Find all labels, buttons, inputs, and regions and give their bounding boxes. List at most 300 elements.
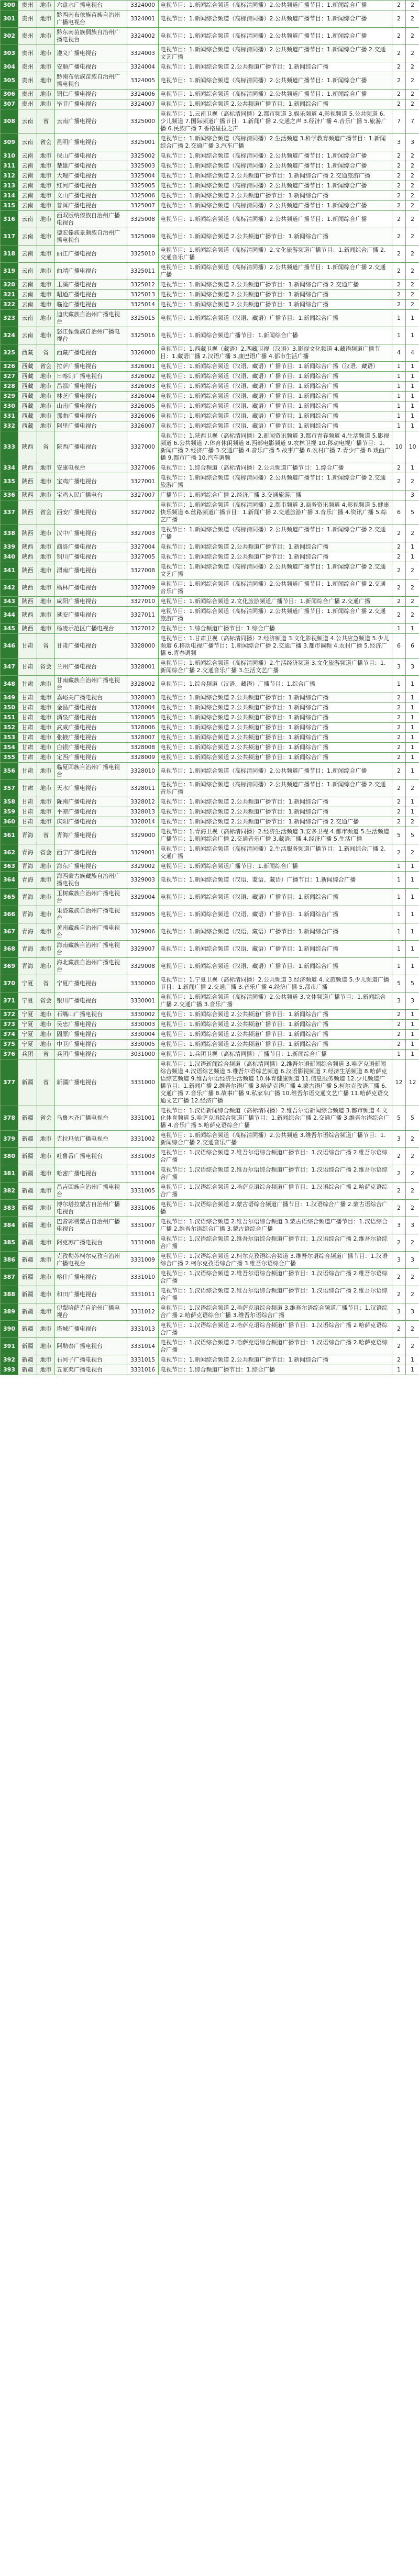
station-name: 西藏广播电视台 — [55, 344, 127, 362]
station-name: 固原广播电视台 — [55, 1030, 127, 1040]
row-number: 307 — [1, 99, 18, 109]
row-number: 374 — [1, 1030, 18, 1040]
tv-count: 6 — [392, 634, 406, 659]
station-code: 3329001 — [127, 844, 159, 862]
row-number: 359 — [1, 807, 18, 817]
row-number: 301 — [1, 10, 18, 28]
table-row — [1, 1131, 419, 1148]
row-number: 303 — [1, 45, 18, 62]
province-cell: 青海 — [18, 844, 37, 862]
level-cell: 地市 — [37, 872, 55, 889]
station-code: 3328007 — [127, 733, 159, 743]
station-name: 海西蒙古族藏族自治州广播电视台 — [55, 872, 127, 889]
tv-count: 2 — [392, 525, 406, 542]
program-list: 电视节目：1.新闻综合频道（高标清同播）2.公共频道广播节目：1.新闻综合广播 2.交通音乐广播 — [159, 579, 392, 597]
level-cell: 地市 — [37, 171, 55, 181]
program-list: 电视节目：1.汉语综合频道 2.维吾尔语综合频道广播节目：1.汉语综合广播 2.维吾尔语综合广播 — [159, 1165, 392, 1183]
row-number: 306 — [1, 90, 18, 99]
table-row — [1, 733, 419, 743]
tv-count — [392, 490, 406, 500]
row-number: 312 — [1, 171, 18, 181]
table-row — [1, 500, 419, 525]
station-name: 杨凌示范区广播电视台 — [55, 624, 127, 634]
tv-count: 2 — [392, 1286, 406, 1303]
station-code: 3326001 — [127, 362, 159, 372]
station-name: 新疆广播电视台 — [55, 1060, 127, 1106]
level-cell: 地市 — [37, 246, 55, 263]
program-list: 电视节目：1.新闻综合频道 2.公共频道广播节目：1.新闻综合广播 — [159, 542, 392, 552]
station-name: 博尔塔拉蒙古自治州广播电视台 — [55, 1200, 127, 1217]
province-cell: 青海 — [18, 958, 37, 975]
province-cell: 云南 — [18, 171, 37, 181]
row-number: 378 — [1, 1106, 18, 1131]
province-cell: 陕西 — [18, 579, 37, 597]
program-list: 电视节目：1.新闻综合频道 2.公共频道广播节目：1.新闻综合广播 — [159, 191, 392, 201]
province-cell: 云南 — [18, 263, 37, 280]
row-number: 363 — [1, 862, 18, 872]
table-row — [1, 624, 419, 634]
station-name: 海南藏族自治州广播电视台 — [55, 941, 127, 958]
program-list: 电视节目：1.新闻综合频道 2.公共频道广播节目：1.新闻综合广播 — [159, 693, 392, 703]
row-number: 336 — [1, 490, 18, 500]
station-name: 昆明广播电视台 — [55, 134, 127, 151]
radio-count: 1 — [406, 743, 419, 753]
station-code: 3324005 — [127, 72, 159, 90]
row-number: 347 — [1, 659, 18, 676]
row-number: 344 — [1, 607, 18, 624]
tv-count: 2 — [392, 228, 406, 246]
province-cell: 青海 — [18, 827, 37, 844]
station-code: 3331003 — [127, 1148, 159, 1165]
station-name: 普洱广播电视台 — [55, 201, 127, 211]
program-list: 电视节目：1.新闻综合频道（汉语、藏语）广播节目：1.新闻综合广播 — [159, 310, 392, 327]
radio-count: 1 — [406, 958, 419, 975]
program-list: 电视节目：1.新闻综合频道 2.公共频道广播节目：1.新闻综合广播 — [159, 1355, 392, 1365]
radio-count: 3 — [406, 993, 419, 1010]
table-row — [1, 1050, 419, 1060]
radio-count: 2 — [406, 1131, 419, 1148]
tv-count: 2 — [392, 723, 406, 733]
row-number: 341 — [1, 562, 18, 579]
program-list: 广播节目：1.新闻综合广播 2.经济广播 3.交通旅游广播 — [159, 490, 392, 500]
province-cell: 西藏 — [18, 382, 37, 392]
level-cell: 地市 — [37, 906, 55, 923]
table-row — [1, 99, 419, 109]
province-cell: 甘肃 — [18, 763, 37, 780]
tv-count: 3 — [392, 1217, 406, 1234]
level-cell: 省会 — [37, 134, 55, 151]
level-cell: 地市 — [37, 280, 55, 290]
province-cell: 甘肃 — [18, 743, 37, 753]
station-name: 那曲广播电视台 — [55, 411, 127, 421]
program-list: 电视节目：1.新闻综合频道 2.公共频道广播节目：1.新闻综合广播 — [159, 807, 392, 817]
level-cell: 地市 — [37, 753, 55, 763]
tv-count: 1 — [392, 362, 406, 372]
level-cell: 地市 — [37, 1165, 55, 1183]
station-name: 汉中广播电视台 — [55, 525, 127, 542]
program-list: 电视节目：1.新闻综合频道 2.公共频道广播节目：1.新闻综合广播 — [159, 99, 392, 109]
province-cell: 新疆 — [18, 1165, 37, 1183]
province-cell: 云南 — [18, 191, 37, 201]
province-cell: 新疆 — [18, 1200, 37, 1217]
program-list: 电视节目：1.新闻综合频道广播节目：1.新闻综合广播 — [159, 327, 392, 344]
station-code: 3328012 — [127, 797, 159, 807]
table-row — [1, 923, 419, 941]
station-name: 嘉峪关广播电视台 — [55, 693, 127, 703]
row-number: 311 — [1, 161, 18, 171]
tv-count: 2 — [392, 703, 406, 713]
station-name: 伊犁哈萨克自治州广播电视台 — [55, 1303, 127, 1321]
level-cell: 地市 — [37, 579, 55, 597]
station-code: 3331011 — [127, 1286, 159, 1303]
program-list: 电视节目：1.综合频道广播节目：1.综合广播 — [159, 1365, 392, 1375]
level-cell: 地市 — [37, 780, 55, 797]
tv-count: 2 — [392, 1183, 406, 1200]
row-number: 376 — [1, 1050, 18, 1060]
level-cell: 地市 — [37, 421, 55, 431]
station-name: 安顺广播电视台 — [55, 62, 127, 72]
tv-count: 1 — [392, 923, 406, 941]
station-name: 西宁广播电视台 — [55, 844, 127, 862]
station-name: 迪庆藏族自治州广播电视台 — [55, 310, 127, 327]
level-cell: 地市 — [37, 676, 55, 693]
province-cell: 甘肃 — [18, 713, 37, 723]
table-row — [1, 525, 419, 542]
level-cell: 地市 — [37, 99, 55, 109]
station-code: 3324000 — [127, 1, 159, 10]
tv-count: 2 — [392, 290, 406, 300]
station-name: 渭南广播电视台 — [55, 562, 127, 579]
station-name: 克拉玛依广播电视台 — [55, 1131, 127, 1148]
table-row — [1, 211, 419, 228]
tv-count: 1 — [392, 862, 406, 872]
province-cell: 云南 — [18, 228, 37, 246]
level-cell: 地市 — [37, 1355, 55, 1365]
province-cell: 新疆 — [18, 1269, 37, 1286]
program-list: 电视节目：1.新闻综合频道 2.公共频道广播节目：1.新闻综合广播 2.交通广播 — [159, 280, 392, 290]
station-code: 3031000 — [127, 1050, 159, 1060]
level-cell: 地市 — [37, 300, 55, 310]
radio-count: 2 — [406, 1200, 419, 1217]
level-cell: 地市 — [37, 45, 55, 62]
radio-count: 1 — [406, 862, 419, 872]
radio-count: 1 — [406, 1355, 419, 1365]
table-row — [1, 723, 419, 733]
row-number: 357 — [1, 780, 18, 797]
level-cell: 地市 — [37, 1338, 55, 1355]
table-row — [1, 1269, 419, 1286]
level-cell: 地市 — [37, 1286, 55, 1303]
station-code: 3328000 — [127, 634, 159, 659]
radio-count: 2 — [406, 1234, 419, 1252]
station-name: 咸阳广播电视台 — [55, 597, 127, 607]
table-row — [1, 1183, 419, 1200]
tv-count: 2 — [392, 1355, 406, 1365]
province-cell: 甘肃 — [18, 733, 37, 743]
tv-count: 2 — [392, 10, 406, 28]
tv-count: 2 — [392, 1010, 406, 1020]
tv-count: 1 — [392, 676, 406, 693]
radio-count: 2 — [406, 300, 419, 310]
table-row — [1, 411, 419, 421]
program-list: 电视节目：1.兵团卫视（高标清同播）广播节目：1.新闻综合广播 — [159, 1050, 392, 1060]
province-cell: 甘肃 — [18, 817, 37, 827]
row-number: 340 — [1, 552, 18, 562]
table-body — [1, 1, 419, 1375]
table-row — [1, 191, 419, 201]
table-row — [1, 941, 419, 958]
station-name: 塔城广播电视台 — [55, 1321, 127, 1338]
station-code: 3329007 — [127, 941, 159, 958]
table-row — [1, 975, 419, 993]
radio-count: 1 — [406, 463, 419, 473]
province-cell: 甘肃 — [18, 676, 37, 693]
row-number: 377 — [1, 1060, 18, 1106]
program-list: 电视节目：1.新闻综合频道 2.公共频道广播节目：1.新闻综合广播 — [159, 300, 392, 310]
level-cell: 地市 — [37, 923, 55, 941]
table-row — [1, 490, 419, 500]
station-code: 3328013 — [127, 807, 159, 817]
row-number: 330 — [1, 402, 18, 411]
program-list: 电视节目：1.新闻综合频道（汉语、藏语）广播节目：1.新闻综合广播 — [159, 372, 392, 382]
station-code: 3325014 — [127, 300, 159, 310]
row-number: 356 — [1, 763, 18, 780]
province-cell: 青海 — [18, 862, 37, 872]
tv-count: 3 — [392, 1303, 406, 1321]
tv-count: 10 — [392, 431, 406, 463]
program-list: 电视节目：1.汉语综合频道 2.维吾尔语综合频道广播节目：1.汉语综合广播 2.维吾尔语综合广播 — [159, 1234, 392, 1252]
level-cell: 地市 — [37, 1148, 55, 1165]
radio-count: 5 — [406, 975, 419, 993]
program-list: 电视节目：1.新闻综合频道 2.公共频道广播节目：1.新闻综合广播 — [159, 703, 392, 713]
level-cell: 地市 — [37, 1269, 55, 1286]
radio-count: 1 — [406, 713, 419, 723]
radio-count: 1 — [406, 382, 419, 392]
radio-count: 2 — [406, 473, 419, 490]
program-list: 电视节目：1.新闻综合频道（高标清同播）2.生活频道 3.科学教育频道广播节目：1.新闻综合广播 2.交通广播 3.汽车广播 — [159, 134, 392, 151]
table-row — [1, 1106, 419, 1131]
radio-count: 2 — [406, 246, 419, 263]
province-cell: 青海 — [18, 923, 37, 941]
province-cell: 新疆 — [18, 1234, 37, 1252]
level-cell: 地市 — [37, 263, 55, 280]
program-list: 电视节目：1.新闻综合频道（汉语、藏语）广播节目：1.新闻综合广播 — [159, 941, 392, 958]
program-list: 电视节目：1.云南卫视（高标清同播）2.都市频道 3.娱乐频道 4.影视频道 5.公共频道 6.少儿频道 7.国际频道广播节目：1.新闻广播 2.交通之声 3.经济广播 4.音乐广播 5.旅游广播 6.民族广播 7.香格里拉之声 — [159, 109, 392, 134]
program-list: 电视节目：1.新闻综合频道（高标清同播）2.公共频道广播节目：1.新闻综合广播 — [159, 1, 392, 10]
station-code: 3328004 — [127, 703, 159, 713]
level-cell: 地市 — [37, 763, 55, 780]
table-row — [1, 872, 419, 889]
radio-count: 1 — [406, 362, 419, 372]
radio-count: 2 — [406, 1321, 419, 1338]
tv-count: 1 — [392, 421, 406, 431]
row-number: 390 — [1, 1321, 18, 1338]
station-name: 丽江广播电视台 — [55, 246, 127, 263]
station-code: 3331015 — [127, 1355, 159, 1365]
table-row — [1, 344, 419, 362]
row-number: 345 — [1, 624, 18, 634]
tv-count: 5 — [392, 1106, 406, 1131]
station-code: 3325003 — [127, 161, 159, 171]
station-name: 乌鲁木齐广播电视台 — [55, 1106, 127, 1131]
station-code: 3330004 — [127, 1030, 159, 1040]
radio-count: 1 — [406, 1040, 419, 1050]
level-cell: 地市 — [37, 201, 55, 211]
station-code: 3331010 — [127, 1269, 159, 1286]
level-cell: 地市 — [37, 1020, 55, 1030]
program-list: 电视节目：1.新闻综合频道（高标清同播）2.公共频道广播节目：1.新闻综合广播 2.交通音乐广播 — [159, 780, 392, 797]
table-row — [1, 542, 419, 552]
station-code: 3325011 — [127, 263, 159, 280]
province-cell: 云南 — [18, 134, 37, 151]
radio-count: 1 — [406, 327, 419, 344]
station-code: 3331005 — [127, 1183, 159, 1200]
level-cell: 地市 — [37, 402, 55, 411]
province-cell: 宁夏 — [18, 1010, 37, 1020]
station-code: 3331012 — [127, 1303, 159, 1321]
table-row — [1, 171, 419, 181]
station-name: 兰州广播电视台 — [55, 659, 127, 676]
level-cell: 省 — [37, 827, 55, 844]
table-row — [1, 463, 419, 473]
level-cell: 地市 — [37, 10, 55, 28]
tv-count: 2 — [392, 181, 406, 191]
program-list: 电视节目：1.青海卫视（高标清同播）2.经济生活频道 3.安多卫视 4.都市频道 5.生活频道广播节目：1.新闻综合广播 2.交通音乐广播 3.藏语广播 4.经济广播 5.生活广播 — [159, 827, 392, 844]
radio-count: 2 — [406, 211, 419, 228]
table-row — [1, 597, 419, 607]
radio-count: 2 — [406, 161, 419, 171]
station-name: 西双版纳傣族自治州广播电视台 — [55, 211, 127, 228]
station-name: 中卫广播电视台 — [55, 1040, 127, 1050]
tv-count: 2 — [392, 473, 406, 490]
table-row — [1, 1040, 419, 1050]
tv-count: 2 — [392, 72, 406, 90]
province-cell: 陕西 — [18, 463, 37, 473]
province-cell: 陕西 — [18, 624, 37, 634]
tv-count: 2 — [392, 171, 406, 181]
program-list: 电视节目：1.新闻综合频道 2.公共频道广播节目：1.新闻综合广播 — [159, 290, 392, 300]
province-cell: 贵州 — [18, 90, 37, 99]
station-name: 昭通广播电视台 — [55, 290, 127, 300]
station-name: 玉树藏族自治州广播电视台 — [55, 889, 127, 906]
row-number: 305 — [1, 72, 18, 90]
station-name: 平凉广播电视台 — [55, 807, 127, 817]
program-list: 电视节目：1.新闻综合频道（汉语、藏语）广播节目：1.新闻综合广播 — [159, 382, 392, 392]
tv-count: 2 — [392, 1269, 406, 1286]
province-cell: 贵州 — [18, 62, 37, 72]
station-name: 海东广播电视台 — [55, 862, 127, 872]
station-name: 黔西南布依族苗族自治州广播电视台 — [55, 10, 127, 28]
program-list: 电视节目：1.汉语新闻综合频道（高标清同播）2.维吾尔语新闻综合频道 3.都市频道 4.文化体育频道 5.哈萨克语综合频道广播节目：1.新闻综合广播 2.交通广播 3.维吾尔语综合广播 4.音乐广播 5.哈萨克语综合广播 — [159, 1106, 392, 1131]
station-code: 3331016 — [127, 1365, 159, 1375]
radio-count: 2 — [406, 191, 419, 201]
station-name: 哈密广播电视台 — [55, 1165, 127, 1183]
station-code: 3325016 — [127, 327, 159, 344]
province-cell: 云南 — [18, 290, 37, 300]
station-code: 3325004 — [127, 171, 159, 181]
province-cell: 西藏 — [18, 421, 37, 431]
program-list: 电视节目：1.新闻综合频道（高标清同播）2.都市频道 3.商务资讯频道 4.影视频道 5.健康快乐频道 6.丝路频道广播节目：1.新闻广播 2.交通旅游广播 3.音乐广播 4.资讯广播 5.综艺广播 — [159, 500, 392, 525]
row-number: 313 — [1, 181, 18, 191]
table-row — [1, 579, 419, 597]
province-cell: 云南 — [18, 161, 37, 171]
station-code: 3328011 — [127, 780, 159, 797]
table-row — [1, 134, 419, 151]
level-cell: 地市 — [37, 290, 55, 300]
station-name: 武威广播电视台 — [55, 723, 127, 733]
province-cell: 甘肃 — [18, 659, 37, 676]
station-code: 3324002 — [127, 28, 159, 45]
row-number: 319 — [1, 263, 18, 280]
tv-count: 2 — [392, 28, 406, 45]
province-cell: 陕西 — [18, 500, 37, 525]
table-row — [1, 109, 419, 134]
row-number: 309 — [1, 134, 18, 151]
province-cell: 贵州 — [18, 1, 37, 10]
radio-count: 1 — [406, 624, 419, 634]
province-cell: 云南 — [18, 201, 37, 211]
level-cell: 地市 — [37, 525, 55, 542]
program-list: 电视节目：1.综合频道（汉语、藏语）广播节目：1.综合广播 — [159, 676, 392, 693]
level-cell: 地市 — [37, 723, 55, 733]
program-list: 电视节目：1.新闻综合频道（高标清同播）2.公共频道广播节目：1.新闻综合广播 — [159, 151, 392, 161]
station-code: 3330000 — [127, 975, 159, 993]
tv-count: 3 — [392, 993, 406, 1010]
table-row — [1, 90, 419, 99]
station-name: 阿勒泰广播电视台 — [55, 1338, 127, 1355]
station-code: 3327007 — [127, 490, 159, 500]
program-list: 电视节目：1.汉语综合频道 2.维吾尔语综合频道 3.蒙古语综合频道广播节目：1.汉语综合广播 2.维吾尔语综合广播 3.蒙古语综合广播 — [159, 1217, 392, 1234]
program-list: 电视节目：1.新闻综合频道（高标清同播）2.公共频道广播节目：1.新闻综合广播 2.交通文艺广播 — [159, 562, 392, 579]
table-row — [1, 372, 419, 382]
province-cell: 甘肃 — [18, 780, 37, 797]
table-row — [1, 958, 419, 975]
level-cell: 省会 — [37, 362, 55, 372]
level-cell: 地市 — [37, 743, 55, 753]
province-cell: 甘肃 — [18, 797, 37, 807]
station-code: 3329002 — [127, 862, 159, 872]
table-row — [1, 703, 419, 713]
province-cell: 贵州 — [18, 72, 37, 90]
tv-count: 2 — [392, 807, 406, 817]
program-list: 电视节目：1.综合频道（高标清同播）2.公共频道广播节目：1.综合广播 — [159, 463, 392, 473]
radio-count: 1 — [406, 402, 419, 411]
program-list: 电视节目：1.新闻综合频道（高标清同播）2.公共频道广播节目：1.新闻综合广播 2.交通旅游广播 — [159, 473, 392, 490]
province-cell: 新疆 — [18, 1286, 37, 1303]
radio-count: 1 — [406, 733, 419, 743]
radio-count: 1 — [406, 411, 419, 421]
row-number: 333 — [1, 431, 18, 463]
row-number: 300 — [1, 1, 18, 10]
level-cell: 地市 — [37, 597, 55, 607]
level-cell: 地市 — [37, 1030, 55, 1040]
level-cell: 省会 — [37, 500, 55, 525]
level-cell: 地市 — [37, 607, 55, 624]
station-code: 3327004 — [127, 542, 159, 552]
tv-count: 2 — [392, 693, 406, 703]
province-cell: 甘肃 — [18, 723, 37, 733]
station-code: 3328009 — [127, 753, 159, 763]
row-number: 343 — [1, 597, 18, 607]
row-number: 385 — [1, 1234, 18, 1252]
station-code: 3329008 — [127, 958, 159, 975]
radio-count: 1 — [406, 889, 419, 906]
station-name: 青海广播电视台 — [55, 827, 127, 844]
station-name: 遵义广播电视台 — [55, 45, 127, 62]
row-number: 337 — [1, 500, 18, 525]
program-list: 电视节目：1.新闻综合频道（高标清同播）2.公共频道广播节目：1.新闻综合广播 2.交通广播 — [159, 263, 392, 280]
station-code: 3327010 — [127, 597, 159, 607]
